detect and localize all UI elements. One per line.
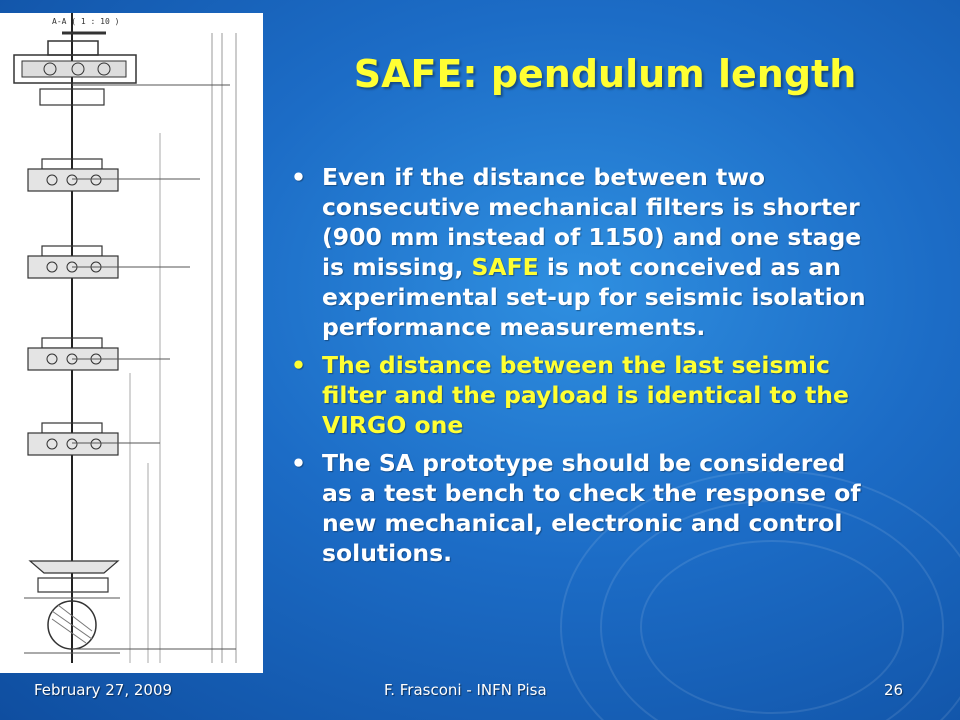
bullet-line: consecutive mechanical filters is shorter [322,193,860,221]
bullet-line: solutions. [322,539,452,567]
bullet-list [283,162,943,576]
safe-highlight: SAFE [471,253,539,281]
bullet-line: (900 mm instead of 1150) and one stage [322,223,862,251]
bullet-line [322,252,943,282]
bullet-item [283,448,943,568]
text-segment: is missing, [322,253,472,281]
bullet-dot: • [291,449,307,477]
bullet-line: new mechanical, electronic and control [322,509,843,537]
slide-title: SAFE: pendulum length [353,52,857,96]
technical-drawing [0,13,263,673]
footer-date: February 27, 2009 [34,681,173,699]
footer-author: F. Frasconi - INFN Pisa [384,681,547,699]
suspension-drawing-svg [0,13,263,673]
bullet-item [283,162,943,342]
bullet-dot: • [291,351,307,379]
bullet-line: as a test bench to check the response of [322,479,861,507]
bullet-line: The SA prototype should be considered [322,449,846,477]
bullet-line: experimental set-up for seismic isolation [322,283,866,311]
drawing-label: A-A ( 1 : 10 ) [52,17,120,26]
bullet-item [283,350,943,440]
bullet-line: Even if the distance between two [322,163,766,191]
bullet-line: performance measurements. [322,313,706,341]
footer-page-number: 26 [884,681,904,699]
text-segment: is not conceived as an [538,253,841,281]
bullet-line: VIRGO one [322,411,464,439]
bullet-line: The distance between the last seismic [322,351,830,379]
bullet-line: filter and the payload is identical to the [322,381,849,409]
bullet-dot: • [291,163,307,191]
